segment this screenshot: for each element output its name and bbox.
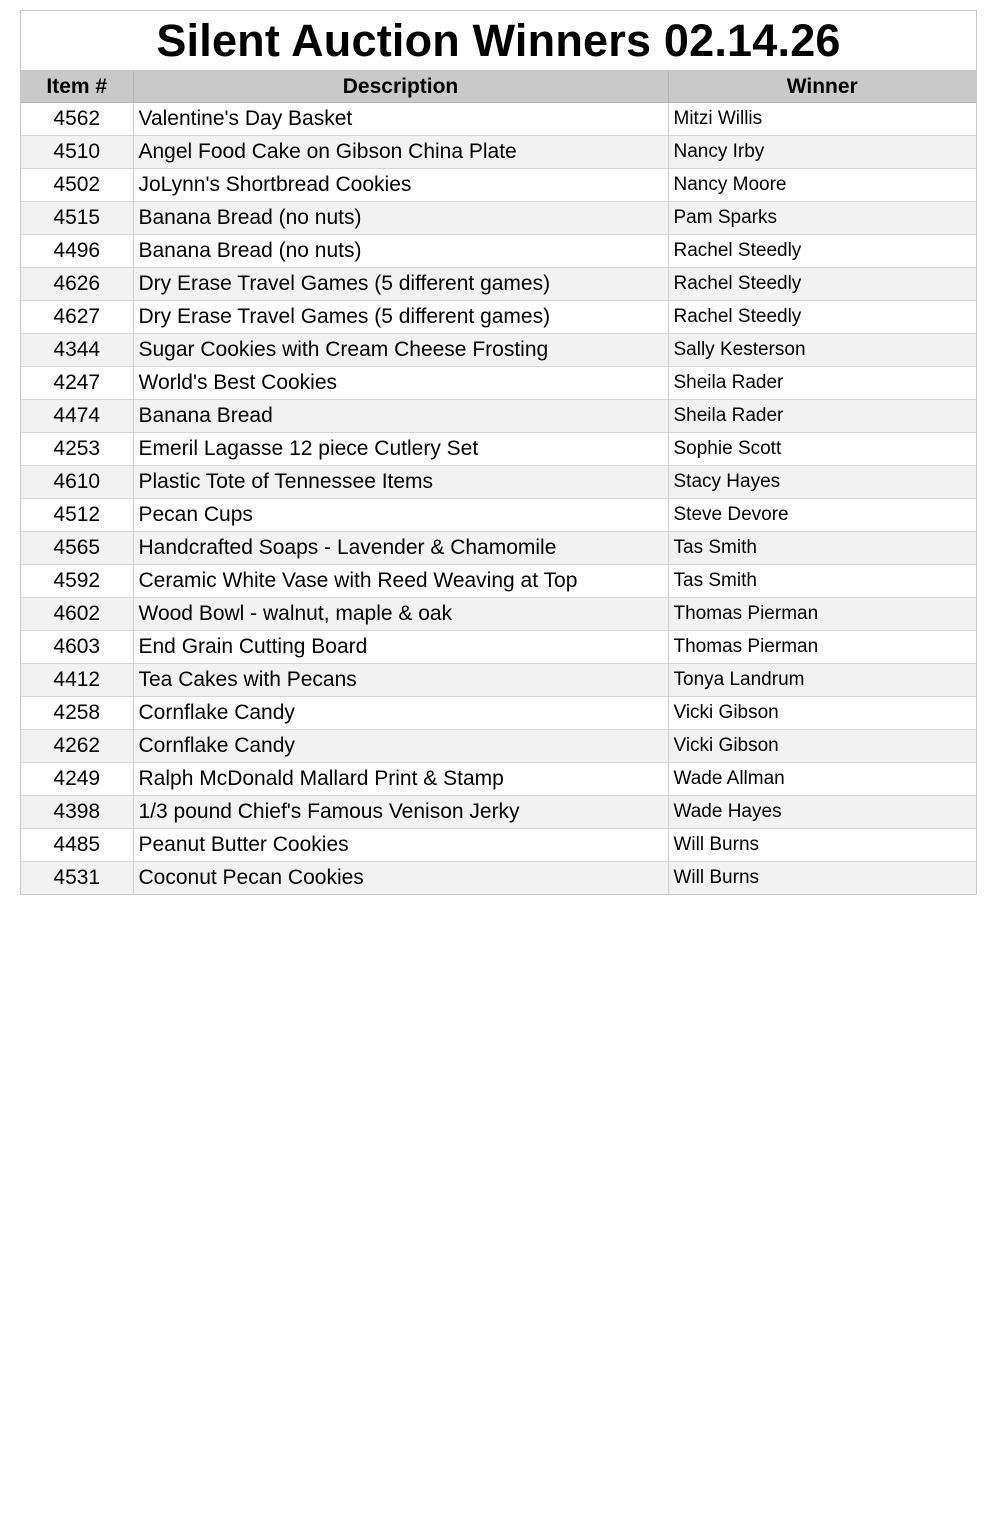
description-cell: World's Best Cookies (133, 367, 668, 400)
table-row (21, 532, 976, 565)
description-cell: Banana Bread (no nuts) (133, 202, 668, 235)
winner-cell: Tonya Landrum (668, 664, 976, 697)
winner-cell: Nancy Irby (668, 136, 976, 169)
winner-cell: Wade Hayes (668, 796, 976, 829)
description-cell: Pecan Cups (133, 499, 668, 532)
item-number-cell: 4512 (21, 499, 133, 532)
item-number-cell: 4398 (21, 796, 133, 829)
table-row (21, 730, 976, 763)
item-number-cell: 4262 (21, 730, 133, 763)
table-row (21, 631, 976, 664)
table-row (21, 763, 976, 796)
column-header-item: Item # (21, 71, 133, 103)
item-number-cell: 4531 (21, 862, 133, 895)
item-number-cell: 4627 (21, 301, 133, 334)
winner-cell: Sophie Scott (668, 433, 976, 466)
table-row (21, 367, 976, 400)
winner-cell: Tas Smith (668, 565, 976, 598)
winner-cell: Rachel Steedly (668, 301, 976, 334)
table-row (21, 664, 976, 697)
item-number-cell: 4412 (21, 664, 133, 697)
winner-cell: Sheila Rader (668, 367, 976, 400)
description-cell: Banana Bread (no nuts) (133, 235, 668, 268)
winner-cell: Stacy Hayes (668, 466, 976, 499)
winner-cell: Will Burns (668, 862, 976, 895)
description-cell: Cornflake Candy (133, 730, 668, 763)
column-header-winner: Winner (668, 71, 976, 103)
item-number-cell: 4603 (21, 631, 133, 664)
table-row (21, 862, 976, 895)
table-row (21, 400, 976, 433)
item-number-cell: 4247 (21, 367, 133, 400)
description-cell: Ceramic White Vase with Reed Weaving at Top (133, 565, 668, 598)
description-cell: Emeril Lagasse 12 piece Cutlery Set (133, 433, 668, 466)
table-row (21, 103, 976, 136)
winner-cell: Wade Allman (668, 763, 976, 796)
table-row (21, 334, 976, 367)
winner-cell: Sheila Rader (668, 400, 976, 433)
description-cell: Valentine's Day Basket (133, 103, 668, 136)
table-row (21, 169, 976, 202)
description-cell: Cornflake Candy (133, 697, 668, 730)
item-number-cell: 4515 (21, 202, 133, 235)
description-cell: Ralph McDonald Mallard Print & Stamp (133, 763, 668, 796)
table-row (21, 466, 976, 499)
item-number-cell: 4565 (21, 532, 133, 565)
item-number-cell: 4502 (21, 169, 133, 202)
item-number-cell: 4592 (21, 565, 133, 598)
item-number-cell: 4474 (21, 400, 133, 433)
winner-cell: Nancy Moore (668, 169, 976, 202)
winner-cell: Steve Devore (668, 499, 976, 532)
description-cell: Handcrafted Soaps - Lavender & Chamomile (133, 532, 668, 565)
description-cell: End Grain Cutting Board (133, 631, 668, 664)
winner-cell: Rachel Steedly (668, 268, 976, 301)
description-cell: Plastic Tote of Tennessee Items (133, 466, 668, 499)
description-cell: Dry Erase Travel Games (5 different games) (133, 268, 668, 301)
table-row (21, 796, 976, 829)
table-row (21, 697, 976, 730)
description-cell: Sugar Cookies with Cream Cheese Frosting (133, 334, 668, 367)
winner-cell: Thomas Pierman (668, 631, 976, 664)
item-number-cell: 4626 (21, 268, 133, 301)
winner-cell: Sally Kesterson (668, 334, 976, 367)
description-cell: Angel Food Cake on Gibson China Plate (133, 136, 668, 169)
description-cell: JoLynn's Shortbread Cookies (133, 169, 668, 202)
table-row (21, 598, 976, 631)
winner-cell: Vicki Gibson (668, 730, 976, 763)
description-cell: Tea Cakes with Pecans (133, 664, 668, 697)
table-row (21, 202, 976, 235)
table-row (21, 301, 976, 334)
table-row (21, 268, 976, 301)
column-header-description: Description (133, 71, 668, 103)
item-number-cell: 4249 (21, 763, 133, 796)
winner-cell: Rachel Steedly (668, 235, 976, 268)
description-cell: Wood Bowl - walnut, maple & oak (133, 598, 668, 631)
description-cell: Peanut Butter Cookies (133, 829, 668, 862)
table-row (21, 499, 976, 532)
winner-cell: Will Burns (668, 829, 976, 862)
item-number-cell: 4258 (21, 697, 133, 730)
item-number-cell: 4344 (21, 334, 133, 367)
winner-cell: Pam Sparks (668, 202, 976, 235)
winners-table (21, 71, 976, 894)
item-number-cell: 4602 (21, 598, 133, 631)
item-number-cell: 4485 (21, 829, 133, 862)
description-cell: 1/3 pound Chief's Famous Venison Jerky (133, 796, 668, 829)
winners-sheet (20, 10, 977, 895)
table-row (21, 235, 976, 268)
item-number-cell: 4496 (21, 235, 133, 268)
winner-cell: Tas Smith (668, 532, 976, 565)
item-number-cell: 4610 (21, 466, 133, 499)
item-number-cell: 4562 (21, 103, 133, 136)
description-cell: Coconut Pecan Cookies (133, 862, 668, 895)
table-body (21, 103, 976, 895)
item-number-cell: 4253 (21, 433, 133, 466)
table-row (21, 433, 976, 466)
winner-cell: Vicki Gibson (668, 697, 976, 730)
table-row (21, 136, 976, 169)
winner-cell: Mitzi Willis (668, 103, 976, 136)
description-cell: Dry Erase Travel Games (5 different games) (133, 301, 668, 334)
winner-cell: Thomas Pierman (668, 598, 976, 631)
description-cell: Banana Bread (133, 400, 668, 433)
table-row (21, 829, 976, 862)
table-header-row (21, 71, 976, 103)
table-row (21, 565, 976, 598)
page-title: Silent Auction Winners 02.14.26 (21, 11, 976, 71)
item-number-cell: 4510 (21, 136, 133, 169)
